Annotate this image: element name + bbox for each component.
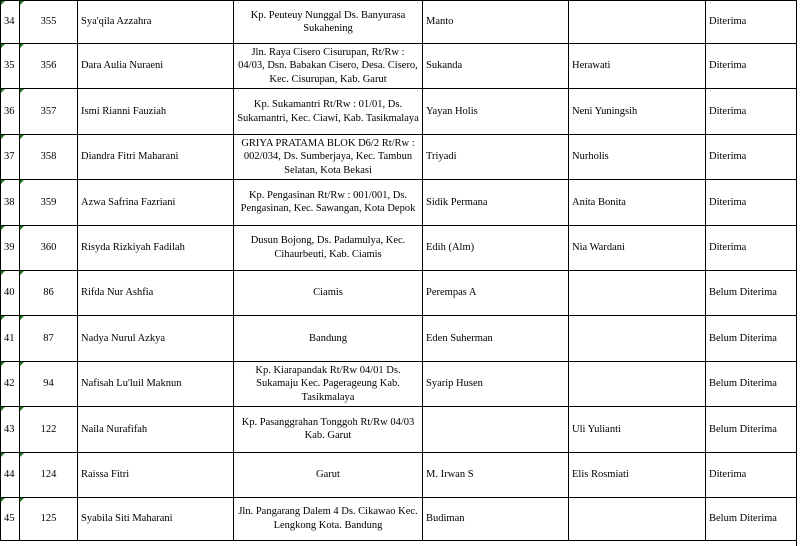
student-name-text: Risyda Rizkiyah Fadilah: [81, 242, 185, 253]
student-name-text: Raissa Fitri: [81, 468, 130, 480]
row-number-text: 41: [4, 332, 15, 344]
cell-indicator-icon: [1, 453, 5, 457]
address-text: Ciamis: [313, 287, 343, 299]
student-name-text: Syabila Siti Maharani: [81, 513, 173, 525]
row-number-text: 35: [4, 60, 15, 72]
student-name-cell[interactable]: [78, 1, 234, 44]
status-text: Diterima: [709, 196, 747, 208]
student-name-cell[interactable]: [78, 134, 234, 179]
father-name-cell[interactable]: [423, 44, 569, 89]
row-number-text: 39: [4, 242, 15, 253]
row-number-cell[interactable]: [1, 134, 20, 179]
student-id-text: 358: [40, 151, 57, 163]
status-cell[interactable]: [706, 270, 797, 315]
student-id-text: 359: [40, 196, 57, 208]
address-cell[interactable]: [234, 316, 423, 361]
cell-indicator-icon: [1, 135, 5, 139]
status-cell[interactable]: [706, 1, 797, 44]
mother-name-text: Herawati: [572, 60, 611, 72]
row-number-cell[interactable]: [1, 180, 20, 225]
cell-indicator-icon: [20, 407, 24, 411]
address-cell[interactable]: [234, 452, 423, 497]
address-text: Kp. Pengasinan Rt/Rw : 001/001, Ds. Pengasinan, Kec. Sawangan, Kota Depok: [240, 189, 416, 215]
father-name-cell[interactable]: [423, 180, 569, 225]
cell-indicator-icon: [20, 271, 24, 275]
student-id-cell[interactable]: [20, 270, 78, 315]
student-name-text: Naila Nurafifah: [81, 423, 148, 435]
student-name-text: Nafisah Lu'luil Maknun: [81, 378, 182, 390]
mother-name-cell[interactable]: [569, 452, 706, 497]
student-name-text: Ismi Rianni Fauziah: [81, 105, 167, 117]
row-number-text: 37: [4, 151, 15, 163]
father-name-text: Sukanda: [426, 60, 463, 72]
student-id-cell[interactable]: [20, 316, 78, 361]
cell-indicator-icon: [1, 362, 5, 366]
student-id-cell[interactable]: [20, 180, 78, 225]
student-id-text: 357: [40, 105, 57, 117]
student-id-cell[interactable]: [20, 452, 78, 497]
address-cell[interactable]: [234, 180, 423, 225]
table-row: [1, 497, 797, 540]
status-text: Belum Diterima: [709, 423, 777, 435]
status-cell[interactable]: [706, 316, 797, 361]
father-name-text: Eden Suherman: [426, 332, 493, 344]
cell-indicator-icon: [20, 180, 24, 184]
table-row: [1, 316, 797, 361]
row-number-text: 44: [4, 468, 15, 480]
address-text: Jln. Pangarang Dalem 4 Ds. Cikawao Kec. Lengkong Kota. Bandung: [238, 506, 418, 531]
student-name-cell[interactable]: [78, 497, 234, 540]
status-text: Diterima: [709, 60, 747, 72]
status-text: Diterima: [709, 16, 747, 28]
father-name-text: Syarip Husen: [426, 378, 483, 390]
row-number-cell[interactable]: [1, 452, 20, 497]
cell-indicator-icon: [20, 44, 24, 48]
father-name-cell[interactable]: [423, 407, 569, 452]
status-cell[interactable]: [706, 225, 797, 270]
address-cell[interactable]: [234, 270, 423, 315]
row-number-cell[interactable]: [1, 407, 20, 452]
student-name-cell[interactable]: [78, 89, 234, 134]
row-number-text: 43: [4, 423, 15, 435]
student-name-cell[interactable]: [78, 44, 234, 89]
father-name-text: M. Irwan S: [426, 468, 474, 480]
student-id-text: 94: [43, 378, 54, 390]
student-id-cell[interactable]: [20, 225, 78, 270]
status-text: Diterima: [709, 468, 747, 480]
father-name-cell[interactable]: [423, 361, 569, 406]
father-name-cell[interactable]: [423, 452, 569, 497]
address-cell[interactable]: [234, 225, 423, 270]
father-name-text: Sidik Permana: [426, 196, 488, 208]
father-name-text: Yayan Holis: [426, 105, 478, 117]
row-number-cell[interactable]: [1, 89, 20, 134]
student-name-text: Nadya Nurul Azkya: [81, 332, 165, 344]
address-text: Kp. Sukamantri Rt/Rw : 01/01, Ds. Sukamantri, Kec. Ciawi, Kab. Tasikmalaya: [237, 99, 419, 124]
student-name-cell[interactable]: [78, 225, 234, 270]
mother-name-text: Elis Rosmiati: [572, 468, 629, 480]
status-cell[interactable]: [706, 452, 797, 497]
table-row: [1, 134, 797, 179]
table-row: [1, 407, 797, 452]
cell-indicator-icon: [1, 226, 5, 230]
mother-name-cell[interactable]: [569, 180, 706, 225]
cell-indicator-icon: [1, 180, 5, 184]
student-id-text: 124: [40, 468, 57, 480]
address-text: Jln. Raya Cisero Cisurupan, Rt/Rw : 04/03, Dsn. Babakan Cisero, Desa. Cisero, Kec. Cisurupan, Kab. Garut: [238, 46, 418, 85]
student-name-cell[interactable]: [78, 452, 234, 497]
mother-name-cell[interactable]: [569, 497, 706, 540]
father-name-cell[interactable]: [423, 225, 569, 270]
cell-indicator-icon: [20, 453, 24, 457]
student-id-cell[interactable]: [20, 44, 78, 89]
father-name-text: Triyadi: [426, 151, 457, 163]
father-name-cell[interactable]: [423, 270, 569, 315]
address-text: GRIYA PRATAMA BLOK D6/2 Rt/Rw : 002/034, Ds. Sumberjaya, Kec. Tambun Selatan, Kota Bekasi: [241, 137, 415, 176]
mother-name-cell[interactable]: [569, 1, 706, 44]
mother-name-text: Nia Wardani: [572, 242, 625, 253]
father-name-cell[interactable]: [423, 134, 569, 179]
table-row: [1, 180, 797, 225]
status-cell[interactable]: [706, 497, 797, 540]
mother-name-cell[interactable]: [569, 225, 706, 270]
address-cell[interactable]: [234, 497, 423, 540]
address-text: Kp. Peuteuy Nunggal Ds. Banyurasa Sukahening: [250, 9, 406, 34]
address-cell[interactable]: [234, 89, 423, 134]
status-text: Belum Diterima: [709, 332, 777, 344]
status-text: Belum Diterima: [709, 287, 777, 299]
student-id-text: 355: [40, 16, 57, 28]
address-text: Kp. Pasanggrahan Tonggoh Rt/Rw 04/03 Kab. Garut: [241, 416, 415, 442]
student-name-cell[interactable]: [78, 407, 234, 452]
cell-indicator-icon: [20, 135, 24, 139]
father-name-text: Budiman: [426, 513, 465, 525]
cell-indicator-icon: [20, 89, 24, 93]
status-cell[interactable]: [706, 44, 797, 89]
student-name-text: Rifda Nur Ashfia: [81, 287, 154, 299]
student-name-text: Sya'qila Azzahra: [81, 16, 152, 28]
student-name-cell[interactable]: [78, 270, 234, 315]
mother-name-text: Neni Yuningsih: [572, 105, 638, 117]
mother-name-cell[interactable]: [569, 316, 706, 361]
row-number-text: 40: [4, 287, 15, 299]
row-number-cell[interactable]: [1, 1, 20, 44]
cell-indicator-icon: [20, 498, 24, 502]
father-name-cell[interactable]: [423, 316, 569, 361]
father-name-cell[interactable]: [423, 89, 569, 134]
student-id-text: 125: [40, 513, 57, 525]
mother-name-cell[interactable]: [569, 270, 706, 315]
student-name-text: Azwa Safrina Fazriani: [81, 196, 176, 208]
row-number-cell[interactable]: [1, 361, 20, 406]
student-id-text: 86: [43, 287, 54, 299]
mother-name-cell[interactable]: [569, 407, 706, 452]
row-number-text: 45: [4, 513, 15, 525]
cell-indicator-icon: [20, 1, 24, 5]
student-id-cell[interactable]: [20, 1, 78, 44]
row-number-text: 34: [4, 16, 15, 28]
father-name-text: Edih (Alm): [426, 242, 475, 253]
row-number-cell[interactable]: [1, 44, 20, 89]
row-number-text: 36: [4, 105, 15, 117]
mother-name-cell[interactable]: [569, 134, 706, 179]
cell-indicator-icon: [20, 316, 24, 320]
table-row: [1, 270, 797, 315]
student-id-text: 360: [40, 242, 57, 253]
row-number-cell[interactable]: [1, 270, 20, 315]
mother-name-cell[interactable]: [569, 44, 706, 89]
cell-indicator-icon: [20, 226, 24, 230]
row-number-text: 42: [4, 378, 15, 390]
address-cell[interactable]: [234, 361, 423, 406]
student-id-cell[interactable]: [20, 134, 78, 179]
cell-indicator-icon: [1, 89, 5, 93]
address-text: Garut: [316, 468, 340, 480]
status-cell[interactable]: [706, 89, 797, 134]
status-cell[interactable]: [706, 134, 797, 179]
cell-indicator-icon: [1, 44, 5, 48]
address-text: Kp. Kiarapandak Rt/Rw 04/01 Ds. Sukamaju Kec. Pagerageung Kab. Tasikmalaya: [255, 364, 401, 403]
student-id-cell[interactable]: [20, 497, 78, 540]
student-id-text: 87: [43, 332, 54, 344]
table-row: [1, 361, 797, 406]
student-id-text: 122: [40, 423, 57, 435]
table-row: [1, 225, 797, 270]
cell-indicator-icon: [1, 498, 5, 502]
father-name-text: Manto: [426, 16, 454, 28]
student-name-cell[interactable]: [78, 316, 234, 361]
student-name-cell[interactable]: [78, 180, 234, 225]
student-id-cell[interactable]: [20, 89, 78, 134]
mother-name-text: Nurholis: [572, 151, 609, 163]
status-text: Diterima: [709, 242, 747, 253]
row-number-cell[interactable]: [1, 225, 20, 270]
mother-name-text: Uli Yulianti: [572, 423, 621, 435]
address-text: Bandung: [309, 332, 347, 344]
status-text: Diterima: [709, 105, 747, 117]
father-name-cell[interactable]: [423, 1, 569, 44]
table-row: [1, 1, 797, 44]
status-text: Belum Diterima: [709, 513, 777, 525]
student-id-cell[interactable]: [20, 361, 78, 406]
row-number-cell[interactable]: [1, 497, 20, 540]
status-cell[interactable]: [706, 407, 797, 452]
student-id-text: 356: [40, 60, 57, 72]
cell-indicator-icon: [20, 362, 24, 366]
address-cell[interactable]: [234, 1, 423, 44]
row-number-cell[interactable]: [1, 316, 20, 361]
student-name-text: Dara Aulia Nuraeni: [81, 60, 164, 72]
student-name-cell[interactable]: [78, 361, 234, 406]
cell-indicator-icon: [1, 407, 5, 411]
table-row: [1, 452, 797, 497]
status-cell[interactable]: [706, 361, 797, 406]
cell-indicator-icon: [1, 1, 5, 5]
table-row: [1, 44, 797, 89]
address-cell[interactable]: [234, 44, 423, 89]
cell-indicator-icon: [1, 271, 5, 275]
student-id-cell[interactable]: [20, 407, 78, 452]
table-row: [1, 89, 797, 134]
cell-indicator-icon: [1, 316, 5, 320]
mother-name-cell[interactable]: [569, 361, 706, 406]
mother-name-text: Anita Bonita: [572, 196, 626, 208]
address-cell[interactable]: [234, 407, 423, 452]
address-cell[interactable]: [234, 134, 423, 179]
student-name-text: Diandra Fitri Maharani: [81, 151, 179, 163]
father-name-text: Perempas A: [426, 287, 477, 299]
row-number-text: 38: [4, 196, 15, 208]
father-name-cell[interactable]: [423, 497, 569, 540]
mother-name-cell[interactable]: [569, 89, 706, 134]
status-cell[interactable]: [706, 180, 797, 225]
address-text: Dusun Bojong, Ds. Padamulya, Kec. Cihaurbeuti, Kab. Ciamis: [250, 235, 406, 260]
status-text: Diterima: [709, 151, 747, 163]
status-text: Belum Diterima: [709, 378, 777, 390]
